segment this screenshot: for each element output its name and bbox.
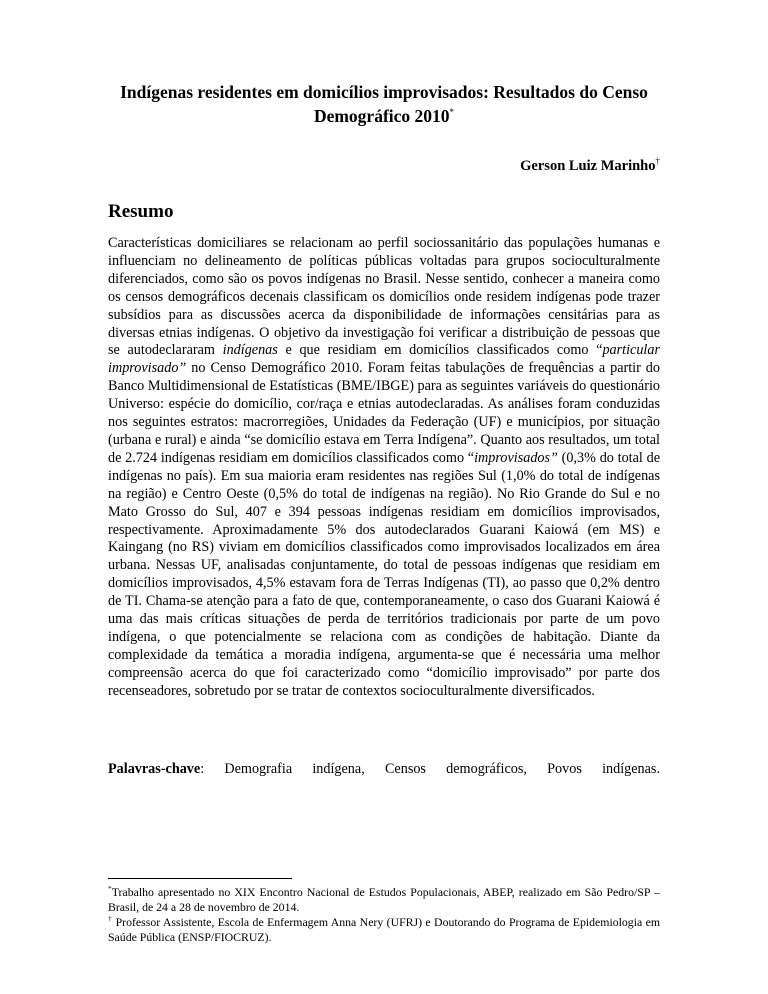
abstract-text-4: (0,3% do total de indígenas no país). Em sua maioria eram residentes nas regiões Sul (1,0% do total de indígenas na região) e Centro Oeste (0,5% do total de indígenas na região). No Rio Grande do Sul e no Mato Grosso do Sul, 407 e 394 pessoas indígenas residiam em domicílios improvisados, respectivamente. Aproximadamente 5% dos autodeclarados Guarani Kaiowá (em MS) e Kaingang (no RS) viviam em domicílios classificados como improvisados localizados em área urbana. Nessas UF, analisadas conjuntamente, do total de pessoas indígenas que residiam em domicílios improvisados, 4,5% estavam fora de Terras Indígenas (TI), ao passo que 0,2% dentro de TI. Chama-se atenção para a fato de que, contemporaneamente, o caso dos Guarani Kaiowá é uma das mais críticas situações de perda de territórios tradicionais por parte de um povo indígena, o que potencialmente se relaciona com as condições de habitação. Diante da complexidade da temática a moradia indígena, argumenta-se que é necessária uma melhor compreensão acerca do que foi caracterizado como “domicílio improvisado” por parte dos recenseadores, sobretudo por se tratar de contextos socioculturalmente diversificados. bbox=[108, 449, 660, 699]
keywords-text: : Demografia indígena, Censos demográficos, Povos indígenas. bbox=[200, 761, 660, 777]
keywords-label: Palavras-chave bbox=[108, 761, 201, 777]
abstract-body bbox=[108, 235, 660, 701]
footnote-1-text: Trabalho apresentado no XIX Encontro Nacional de Estudos Populacionais, ABEP, realizado em São Pedro/SP – Brasil, de 24 a 28 de novembro de 2014. bbox=[108, 885, 660, 914]
author-name-text: Gerson Luiz Marinho bbox=[520, 158, 656, 174]
title-line-1: Indígenas residentes em domicílios improvisados: Resultados do Censo bbox=[120, 82, 648, 102]
title-line-2: Demográfico 2010 bbox=[313, 106, 450, 126]
title-footnote-mark: * bbox=[449, 107, 455, 118]
abstract-text-2: e que residiam em domicílios classificados como “ bbox=[277, 342, 603, 359]
abstract-text-1: Características domiciliares se relacionam ao perfil sociossanitário das populações humanas e influenciam no delineamento de políticas públicas voltadas para grupos socioculturalmente diferenciados, como são os povos indígenas no Brasil. Nesse sentido, conhecer a maneira como os censos demográficos decenais classificam os domicílios onde residem indígenas pode trazer subsídios para as discussões acerca da disponibilidade de informações censitárias para as diversas etnias indígenas. O objetivo da investigação foi verificar a distribuição de pessoas que se autodeclararam bbox=[108, 235, 660, 359]
abstract-italic-2: particular improvisado” bbox=[108, 342, 660, 377]
abstract-text-3: no Censo Demográfico 2010. Foram feitas tabulações de frequências a partir do Banco Multidimensional de Estatísticas (BME/IBGE) para as seguintes variáveis do questionário Universo: espécie do domicílio, cor/raça e etnias autodeclaradas. As análises foram conduzidas nos seguintes estratos: macrorregiões, Unidades da Federação (UF) e municípios, por situação (urbana e rural) e ainda “se domicílio estava em Terra Indígena”. Quanto aos resultados, um total de 2.724 indígenas residiam em domicílios classificados como “ bbox=[108, 360, 660, 466]
footnote-2 bbox=[108, 915, 660, 945]
footnote-divider bbox=[108, 878, 292, 879]
author-name bbox=[520, 158, 660, 175]
footnote-1-mark: * bbox=[108, 884, 112, 894]
footnote-1 bbox=[108, 885, 660, 915]
keywords bbox=[108, 760, 660, 778]
footnote-2-text: Professor Assistente, Escola de Enfermagem Anna Nery (UFRJ) e Doutorando do Programa de Epidemiologia em Saúde Pública (ENSP/FIOCRUZ). bbox=[108, 915, 661, 944]
author-footnote-mark: † bbox=[655, 156, 660, 167]
footnotes bbox=[108, 885, 660, 945]
abstract-heading: Resumo bbox=[108, 201, 174, 222]
paper-title bbox=[80, 80, 688, 128]
abstract-italic-3: improvisados” bbox=[474, 449, 558, 466]
footnote-2-mark: † bbox=[108, 914, 113, 924]
abstract-italic-1: indígenas bbox=[222, 342, 278, 359]
